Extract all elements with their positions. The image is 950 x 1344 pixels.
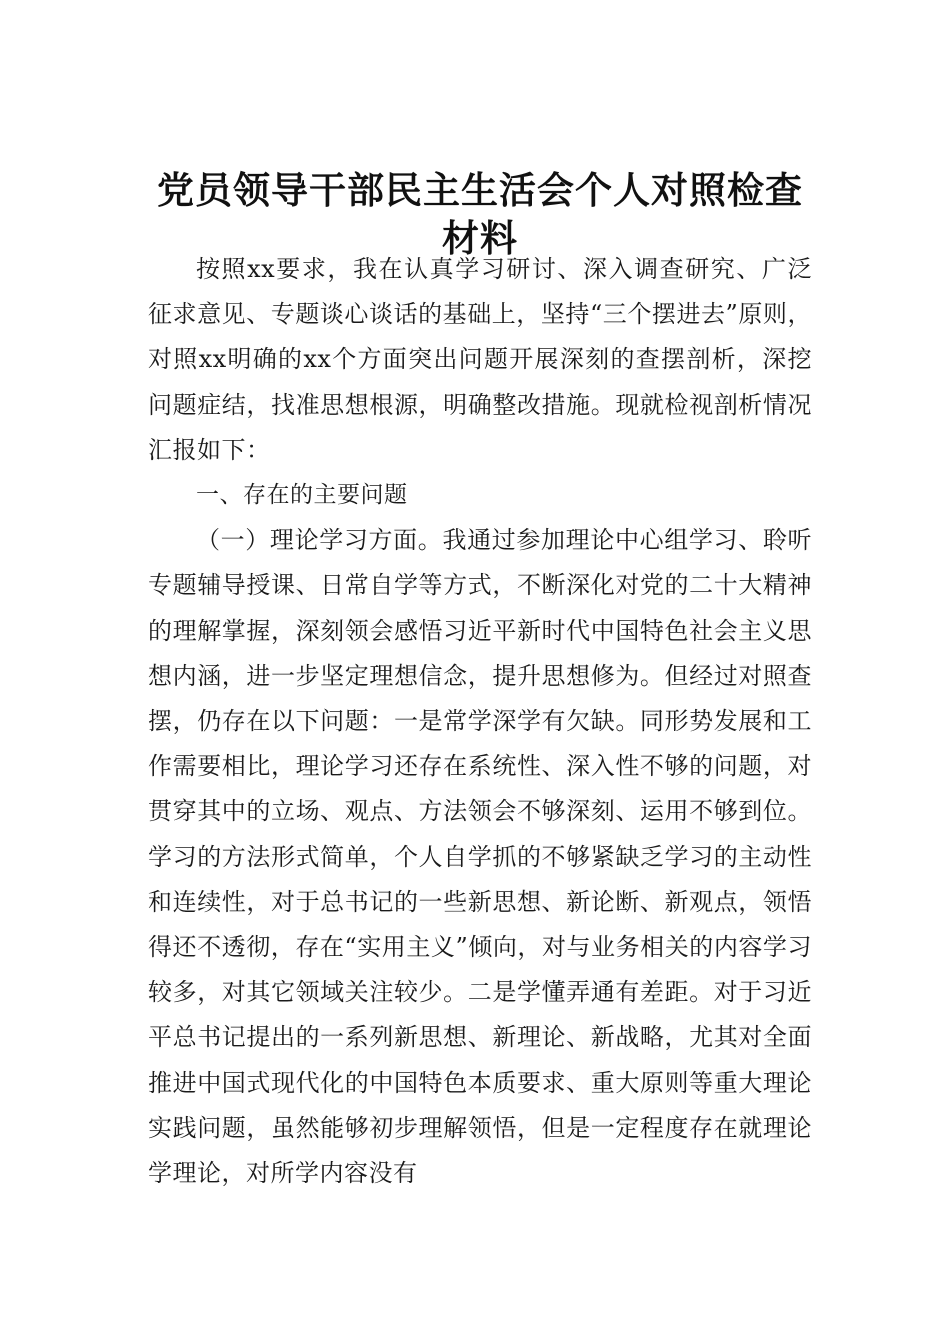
intro-paragraph: 按照xx要求，我在认真学习研讨、深入调查研究、广泛征求意见、专题谈心谈话的基础上，坚持“三个摆进去”原则，对照xx明确的xx个方面突出问题开展深刻的查摆剖析，深挖问题症结，找准思想根源，明确整改措施。现就检视剖析情况汇报如下： — [148, 255, 812, 464]
section-paragraph: （一）理论学习方面。我通过参加理论中心组学习、聆听专题辅导授课、日常自学等方式，不断深化对党的二十大精神的理解掌握，深刻领会感悟习近平新时代中国特色社会主义思想内涵，进一步坚定理想信念，提升思想修为。但经过对照查摆，仍存在以下问题：一是常学深学有欠缺。同形势发展和工作需要相比，理论学习还存在系统性、深入性不够的问题，对贯穿其中的立场、观点、方法领会不够深刻、运用不够到位。学习的方法形式简单，个人自学抓的不够紧缺乏学习的主动性和连续性，对于总书记的一些新思想、新论断、新观点，领悟得还不透彻，存在“实用主义”倾向，对与业务相关的内容学习较多，对其它领域关注较少。二是学懂弄通有差距。对于习近平总书记提出的一系列新思想、新理论、新战略，尤其对全面推进中国式现代化的中国特色本质要求、重大原则等重大理论实践问题，虽然能够初步理解领悟，但是一定程度存在就理论学理论，对所学内容没有 — [148, 526, 812, 1188]
document-title: 党员领导干部民主生活会个人对照检查材料 — [157, 168, 803, 260]
section-heading: 一、存在的主要问题 — [196, 482, 408, 509]
document-body — [148, 247, 812, 1196]
